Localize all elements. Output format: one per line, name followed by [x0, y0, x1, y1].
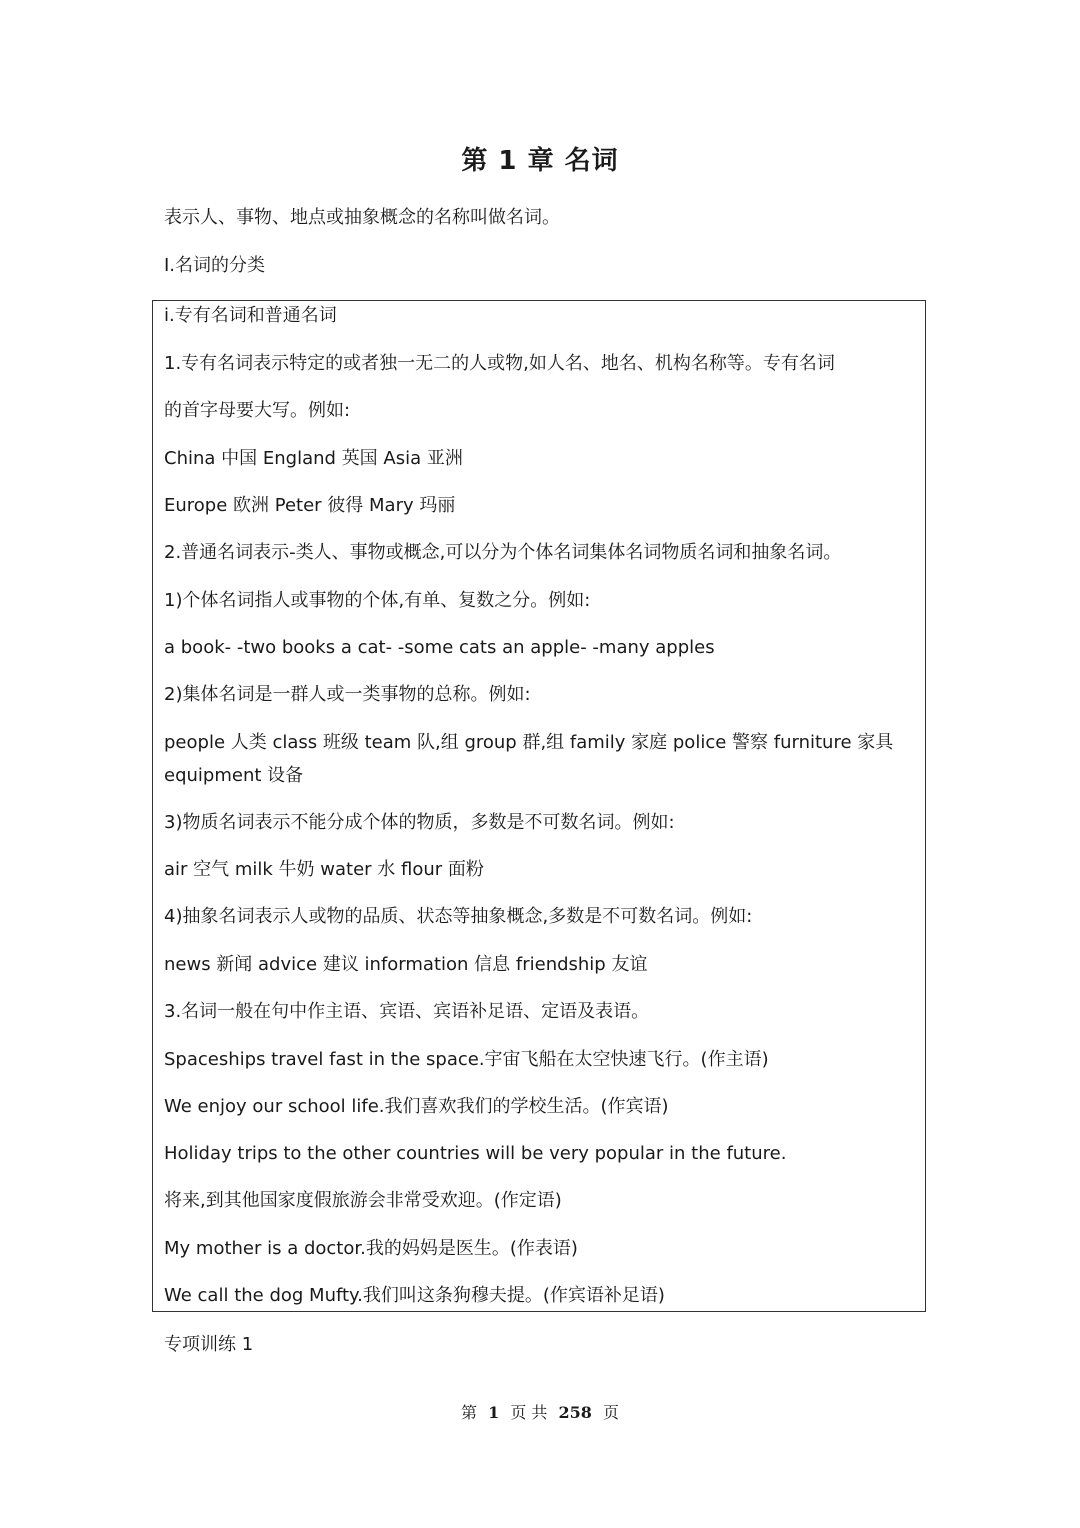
box-line: equipment 设备 — [164, 765, 304, 786]
footer-total-pages: 258 — [558, 1403, 592, 1422]
box-line: My mother is a doctor.我的妈妈是医生。(作表语) — [164, 1238, 578, 1259]
chapter-title: 第 1 章 名词 — [461, 146, 619, 176]
footer-page-number: 1 — [488, 1403, 500, 1422]
box-line: air 空气 milk 牛奶 water 水 flour 面粉 — [164, 859, 484, 880]
footer-suffix: 页 — [603, 1403, 620, 1422]
box-line: news 新闻 advice 建议 information 信息 friendship 友谊 — [164, 954, 648, 975]
intro-text: 表示人、事物、地点或抽象概念的名称叫做名词。 — [164, 207, 560, 228]
box-line: 的首字母要大写。例如: — [164, 400, 351, 421]
box-line: 3)物质名词表示不能分成个体的物质，多数是不可数名词。例如: — [164, 812, 675, 833]
box-line: 1.专有名词表示特定的或者独一无二的人或物,如人名、地名、机构名称等。专有名词 — [164, 353, 835, 374]
box-line: Europe 欧洲 Peter 彼得 Mary 玛丽 — [164, 495, 456, 516]
footer-prefix: 第 — [460, 1403, 477, 1422]
footer-middle: 页 共 — [510, 1403, 548, 1422]
box-line: 2.普通名词表示-类人、事物或概念,可以分为个体名词集体名词物质名词和抽象名词。 — [164, 542, 842, 563]
content-box — [152, 300, 926, 1312]
box-line: China 中国 England 英国 Asia 亚洲 — [164, 448, 463, 469]
box-line: 1)个体名词指人或事物的个体,有单、复数之分。例如: — [164, 590, 591, 611]
box-line: people 人类 class 班级 team 队,组 group 群,组 family 家庭 police 警察 furniture 家具 — [164, 732, 894, 753]
box-line: 2)集体名词是一群人或一类事物的总称。例如: — [164, 684, 531, 705]
box-line: 将来,到其他国家度假旅游会非常受欢迎。(作定语) — [164, 1190, 562, 1211]
box-line: a book- -two books a cat- -some cats an apple- -many apples — [164, 637, 715, 658]
box-line: i.专有名词和普通名词 — [164, 305, 337, 326]
box-line: We enjoy our school life.我们喜欢我们的学校生活。(作宾语) — [164, 1096, 669, 1117]
page-footer — [0, 1400, 1080, 1423]
box-line: 4)抽象名词表示人或物的品质、状态等抽象概念,多数是不可数名词。例如: — [164, 906, 753, 927]
box-line: 3.名词一般在句中作主语、宾语、宾语补足语、定语及表语。 — [164, 1001, 650, 1022]
box-line: We call the dog Mufty.我们叫这条狗穆夫提。(作宾语补足语) — [164, 1285, 665, 1306]
section-heading: I.名词的分类 — [164, 255, 266, 276]
practice-heading: 专项训练 1 — [164, 1334, 254, 1355]
box-line: Spaceships travel fast in the space.宇宙飞船在太空快速飞行。(作主语) — [164, 1049, 769, 1070]
box-line: Holiday trips to the other countries will be very popular in the future. — [164, 1143, 787, 1164]
